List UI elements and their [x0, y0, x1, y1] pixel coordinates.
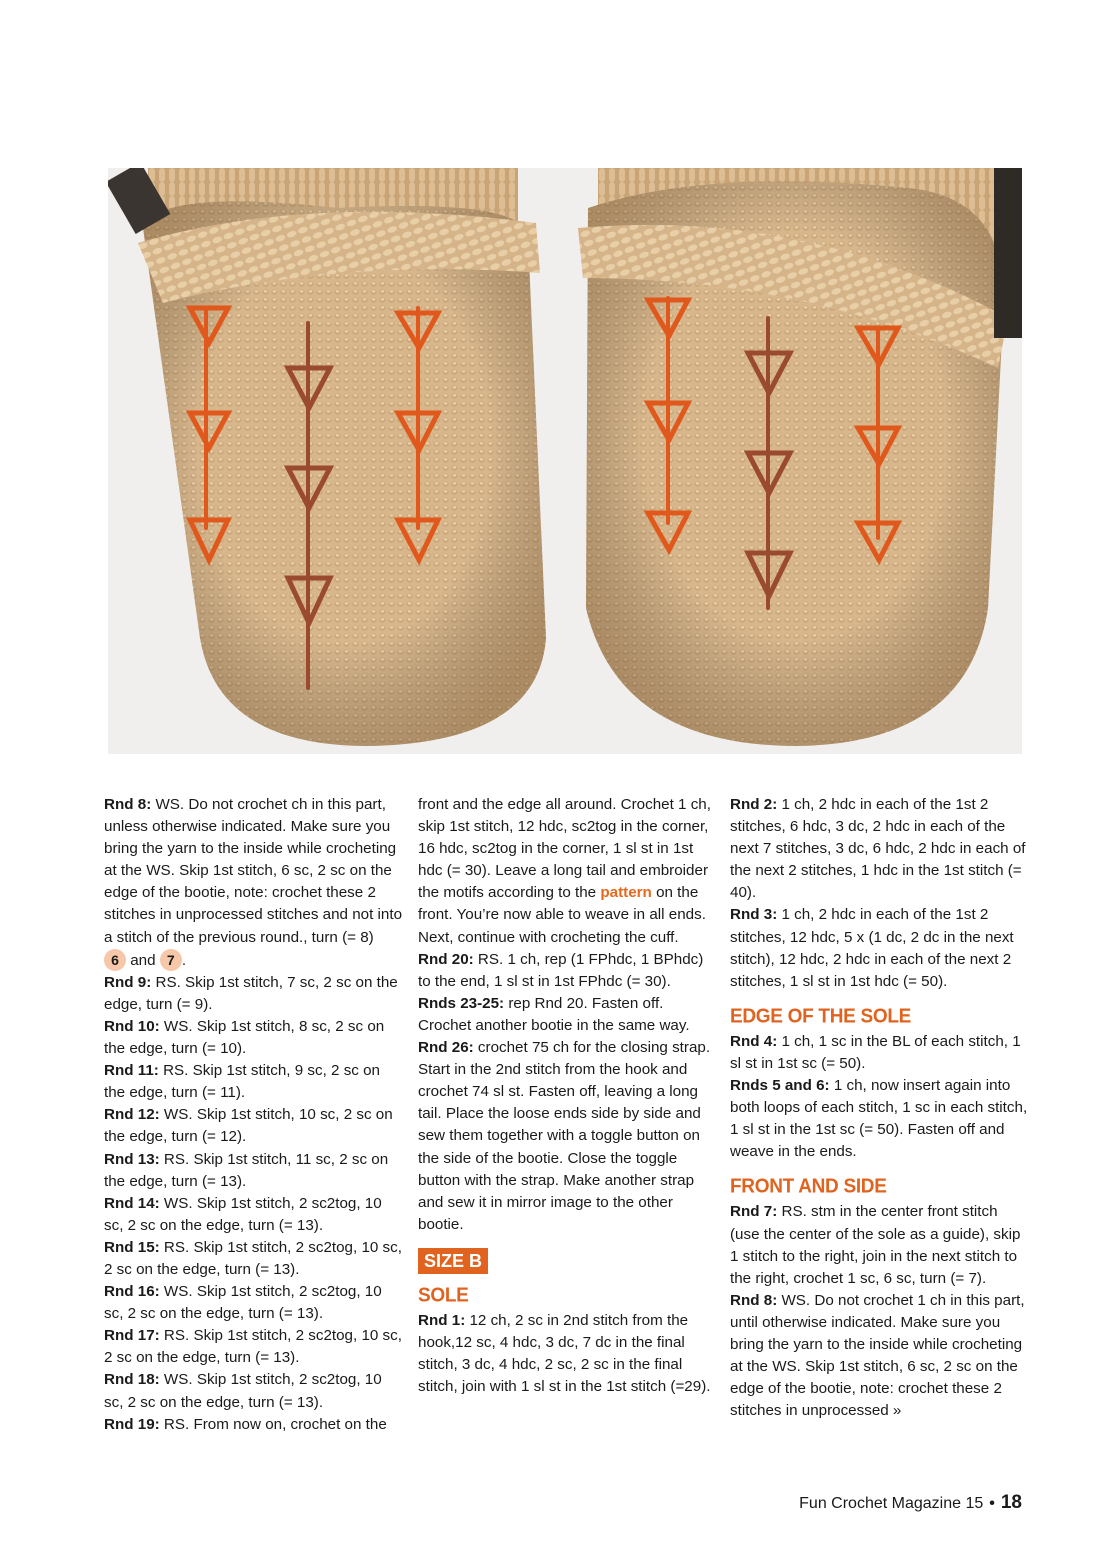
magazine-title: Fun Crochet Magazine 15	[799, 1495, 984, 1512]
rnd-text: RS. 1 ch, rep (1 FPhdc, 1 BPhdc) to the end, 1 sl st in 1st FPhdc (= 30).	[418, 950, 704, 990]
rnd-label: Rnds 23-25:	[418, 994, 505, 1012]
rnd-paragraph	[104, 1060, 404, 1104]
rnd-paragraph	[730, 794, 1030, 904]
rnd-paragraph	[104, 1237, 404, 1281]
edge-of-sole-heading: EDGE OF THE SOLE	[730, 1005, 911, 1028]
page-footer	[799, 1492, 1022, 1514]
rnd-paragraph	[104, 1369, 404, 1413]
rnd-paragraph	[730, 1290, 1030, 1423]
size-b-heading: SIZE B	[418, 1248, 488, 1274]
rnd-paragraph	[418, 993, 718, 1037]
rnd-text: RS. stm in the center front stitch (use the center of the sole as a guide), skip 1 stitch to the right, join in the next stitch to the right, crochet 1 sc, 6 sc, turn (= 7).	[730, 1203, 1021, 1287]
rnd-text: WS. Skip 1st stitch, 2 sc2tog, 10 sc, 2 sc on the edge, turn (= 13).	[104, 1194, 382, 1234]
rnd-label: Rnds 5 and 6:	[730, 1077, 830, 1095]
rnd-label: Rnd 26:	[418, 1039, 474, 1057]
rnd-paragraph	[104, 1281, 404, 1325]
rnd-text: WS. Do not crochet ch in this part, unless otherwise indicated. Make sure you bring the yarn to the inside while crocheting at the WS. Skip 1st stitch, 6 sc, 2 sc on the edge of the bootie, note: crochet these 2 stitches in unprocessed stitches and not into a stitch of the previous round., turn (= 8)	[104, 796, 403, 946]
rnd-label: Rnd 11:	[104, 1062, 159, 1080]
rnd-label: Rnd 4:	[730, 1032, 778, 1050]
rnd-label: Rnd 16:	[104, 1283, 160, 1301]
rnd-label: Rnd 8:	[104, 796, 152, 813]
rnd-label: Rnd 7:	[730, 1203, 778, 1221]
rnd-text: 12 ch, 2 sc in 2nd stitch from the hook,12 sc, 4 hdc, 3 dc, 7 dc in the final stitch, 3 dc, 4 hdc, 2 sc, 2 sc in the final stitch, join with 1 sl st in the 1st stitch (=29).	[418, 1311, 711, 1396]
booties-photo	[108, 168, 1022, 754]
intro-text: front and the edge all around. Crochet 1 ch, skip 1st stitch, 12 hdc, sc2tog in the corner, 16 hdc, sc2tog in the corner, 1 sl st in 1st hdc (= 30). Leave a long tail and embroider the motifs according to the	[418, 796, 711, 902]
rnd-text: RS. Skip 1st stitch, 11 sc, 2 sc on the edge, turn (= 13).	[104, 1150, 389, 1190]
rnd-8-paragraph	[104, 794, 404, 972]
rnd-label: Rnd 17:	[104, 1327, 160, 1345]
rnd-label: Rnd 19:	[104, 1415, 160, 1433]
diagram-badge-6: 6	[104, 949, 126, 971]
rnd-paragraph	[104, 1325, 404, 1369]
rnd-text: crochet 75 ch for the closing strap. Start in the 2nd stitch from the hook and crochet 74 sl st. Fasten off, leaving a long tail. Place the loose ends side by side and sew them together with a toggle button on the side of the bootie. Close the toggle button with the strap. Make another strap and sew it in mirror image to the other bootie.	[418, 1039, 711, 1233]
rnd-text: WS. Skip 1st stitch, 8 sc, 2 sc on the edge, turn (= 10).	[104, 1017, 385, 1058]
rnd-label: Rnd 15:	[104, 1238, 160, 1256]
rnd-text: RS. Skip 1st stitch, 2 sc2tog, 10 sc, 2 sc on the edge, turn (= 13).	[104, 1238, 402, 1278]
rnd-text: WS. Skip 1st stitch, 2 sc2tog, 10 sc, 2 sc on the edge, turn (= 13).	[104, 1371, 382, 1411]
rnd-paragraph	[730, 1075, 1030, 1163]
page-number: 18	[1000, 1492, 1022, 1513]
rnd-text: rep Rnd 20. Fasten off. Crochet another bootie in the same way.	[418, 994, 690, 1034]
rnd-paragraph	[730, 1031, 1030, 1075]
badge-and-text: and	[130, 951, 156, 969]
rnd-text: WS. Do not crochet 1 ch in this part, until otherwise indicated. Make sure you bring the yarn to the inside while crocheting at the WS. Skip 1st stitch, 6 sc, 2 sc on the edge of the bootie, note: crochet these 2 stitches in unprocessed »	[730, 1291, 1025, 1420]
front-and-side-heading: FRONT AND SIDE	[730, 1175, 887, 1198]
rnd-text: 1 ch, 2 hdc in each of the 1st 2 stitches, 12 hdc, 5 x (1 dc, 2 dc in the next stitch), 12 hdc, 2 hdc in each of the next 2 stitches, 1 sl st in 1st hdc (= 50).	[730, 906, 1014, 990]
footer-bullet: •	[989, 1495, 995, 1512]
rnd-label: Rnd 1:	[418, 1311, 466, 1329]
rnd-19-continued	[418, 794, 718, 949]
rnd-paragraph	[418, 1310, 718, 1398]
rnd-paragraph	[418, 949, 718, 993]
rnd-text: WS. Skip 1st stitch, 10 sc, 2 sc on the edge, turn (= 12).	[104, 1106, 393, 1146]
column-1	[104, 794, 404, 1436]
rnd-text: RS. Skip 1st stitch, 9 sc, 2 sc on the edge, turn (= 11).	[104, 1062, 381, 1102]
intro-text-end: on the front. You’re now able to weave in all ends. Next, continue with crocheting the cuff.	[418, 884, 706, 946]
rnd-paragraph	[418, 1037, 718, 1236]
pattern-link[interactable]: pattern	[600, 884, 652, 902]
rnd-label: Rnd 2:	[730, 796, 778, 813]
rnd-text: 1 ch, 1 sc in the BL of each stitch, 1 sl st in 1st sc (= 50).	[730, 1032, 1021, 1072]
rnd-label: Rnd 12:	[104, 1106, 160, 1124]
rnd-label: Rnd 8:	[730, 1291, 778, 1309]
rnd-paragraph	[730, 904, 1030, 992]
rnd-paragraph	[104, 1414, 404, 1436]
rnd-text: RS. From now on, crochet on the	[159, 1415, 387, 1433]
rnd-paragraph	[104, 1104, 404, 1148]
rnd-label: Rnd 10:	[104, 1017, 160, 1035]
rnd-text: WS. Skip 1st stitch, 2 sc2tog, 10 sc, 2 sc on the edge, turn (= 13).	[104, 1283, 382, 1323]
rnd-label: Rnd 14:	[104, 1194, 160, 1212]
rnd-label: Rnd 18:	[104, 1371, 160, 1389]
rnd-paragraph	[730, 1201, 1030, 1289]
rnd-text: 1 ch, 2 hdc in each of the 1st 2 stitches, 6 hdc, 3 dc, 2 hdc in each of the next 7 stitches, 3 dc, 6 hdc, 2 hdc in each of the next 2 stitches, 1 hdc in the 1st stitch (= 40).	[730, 796, 1026, 902]
rnd-paragraph	[104, 972, 404, 1016]
rnd-paragraph	[104, 1149, 404, 1193]
rnd-label: Rnd 13:	[104, 1150, 160, 1168]
rnd-paragraph	[104, 1016, 404, 1060]
badge-end-text: .	[181, 951, 187, 969]
rnd-text: RS. Skip 1st stitch, 7 sc, 2 sc on the edge, turn (= 9).	[104, 973, 398, 1013]
column-2	[418, 794, 718, 1398]
rnd-text: RS. Skip 1st stitch, 2 sc2tog, 10 sc, 2 sc on the edge, turn (= 13).	[104, 1327, 402, 1367]
sole-heading: SOLE	[418, 1284, 469, 1307]
rnd-label: Rnd 9:	[104, 973, 152, 991]
rnd-paragraph	[104, 1193, 404, 1237]
right-bootie	[578, 168, 1022, 746]
rnd-label: Rnd 3:	[730, 906, 778, 924]
diagram-badge-7: 7	[160, 949, 182, 971]
rnd-label: Rnd 20:	[418, 950, 474, 968]
rnd-text: 1 ch, now insert again into both loops of each stitch, 1 sc in each stitch, 1 sl st in the 1st sc (= 50). Fasten off and weave in the ends.	[730, 1077, 1028, 1161]
column-3	[730, 794, 1030, 1422]
